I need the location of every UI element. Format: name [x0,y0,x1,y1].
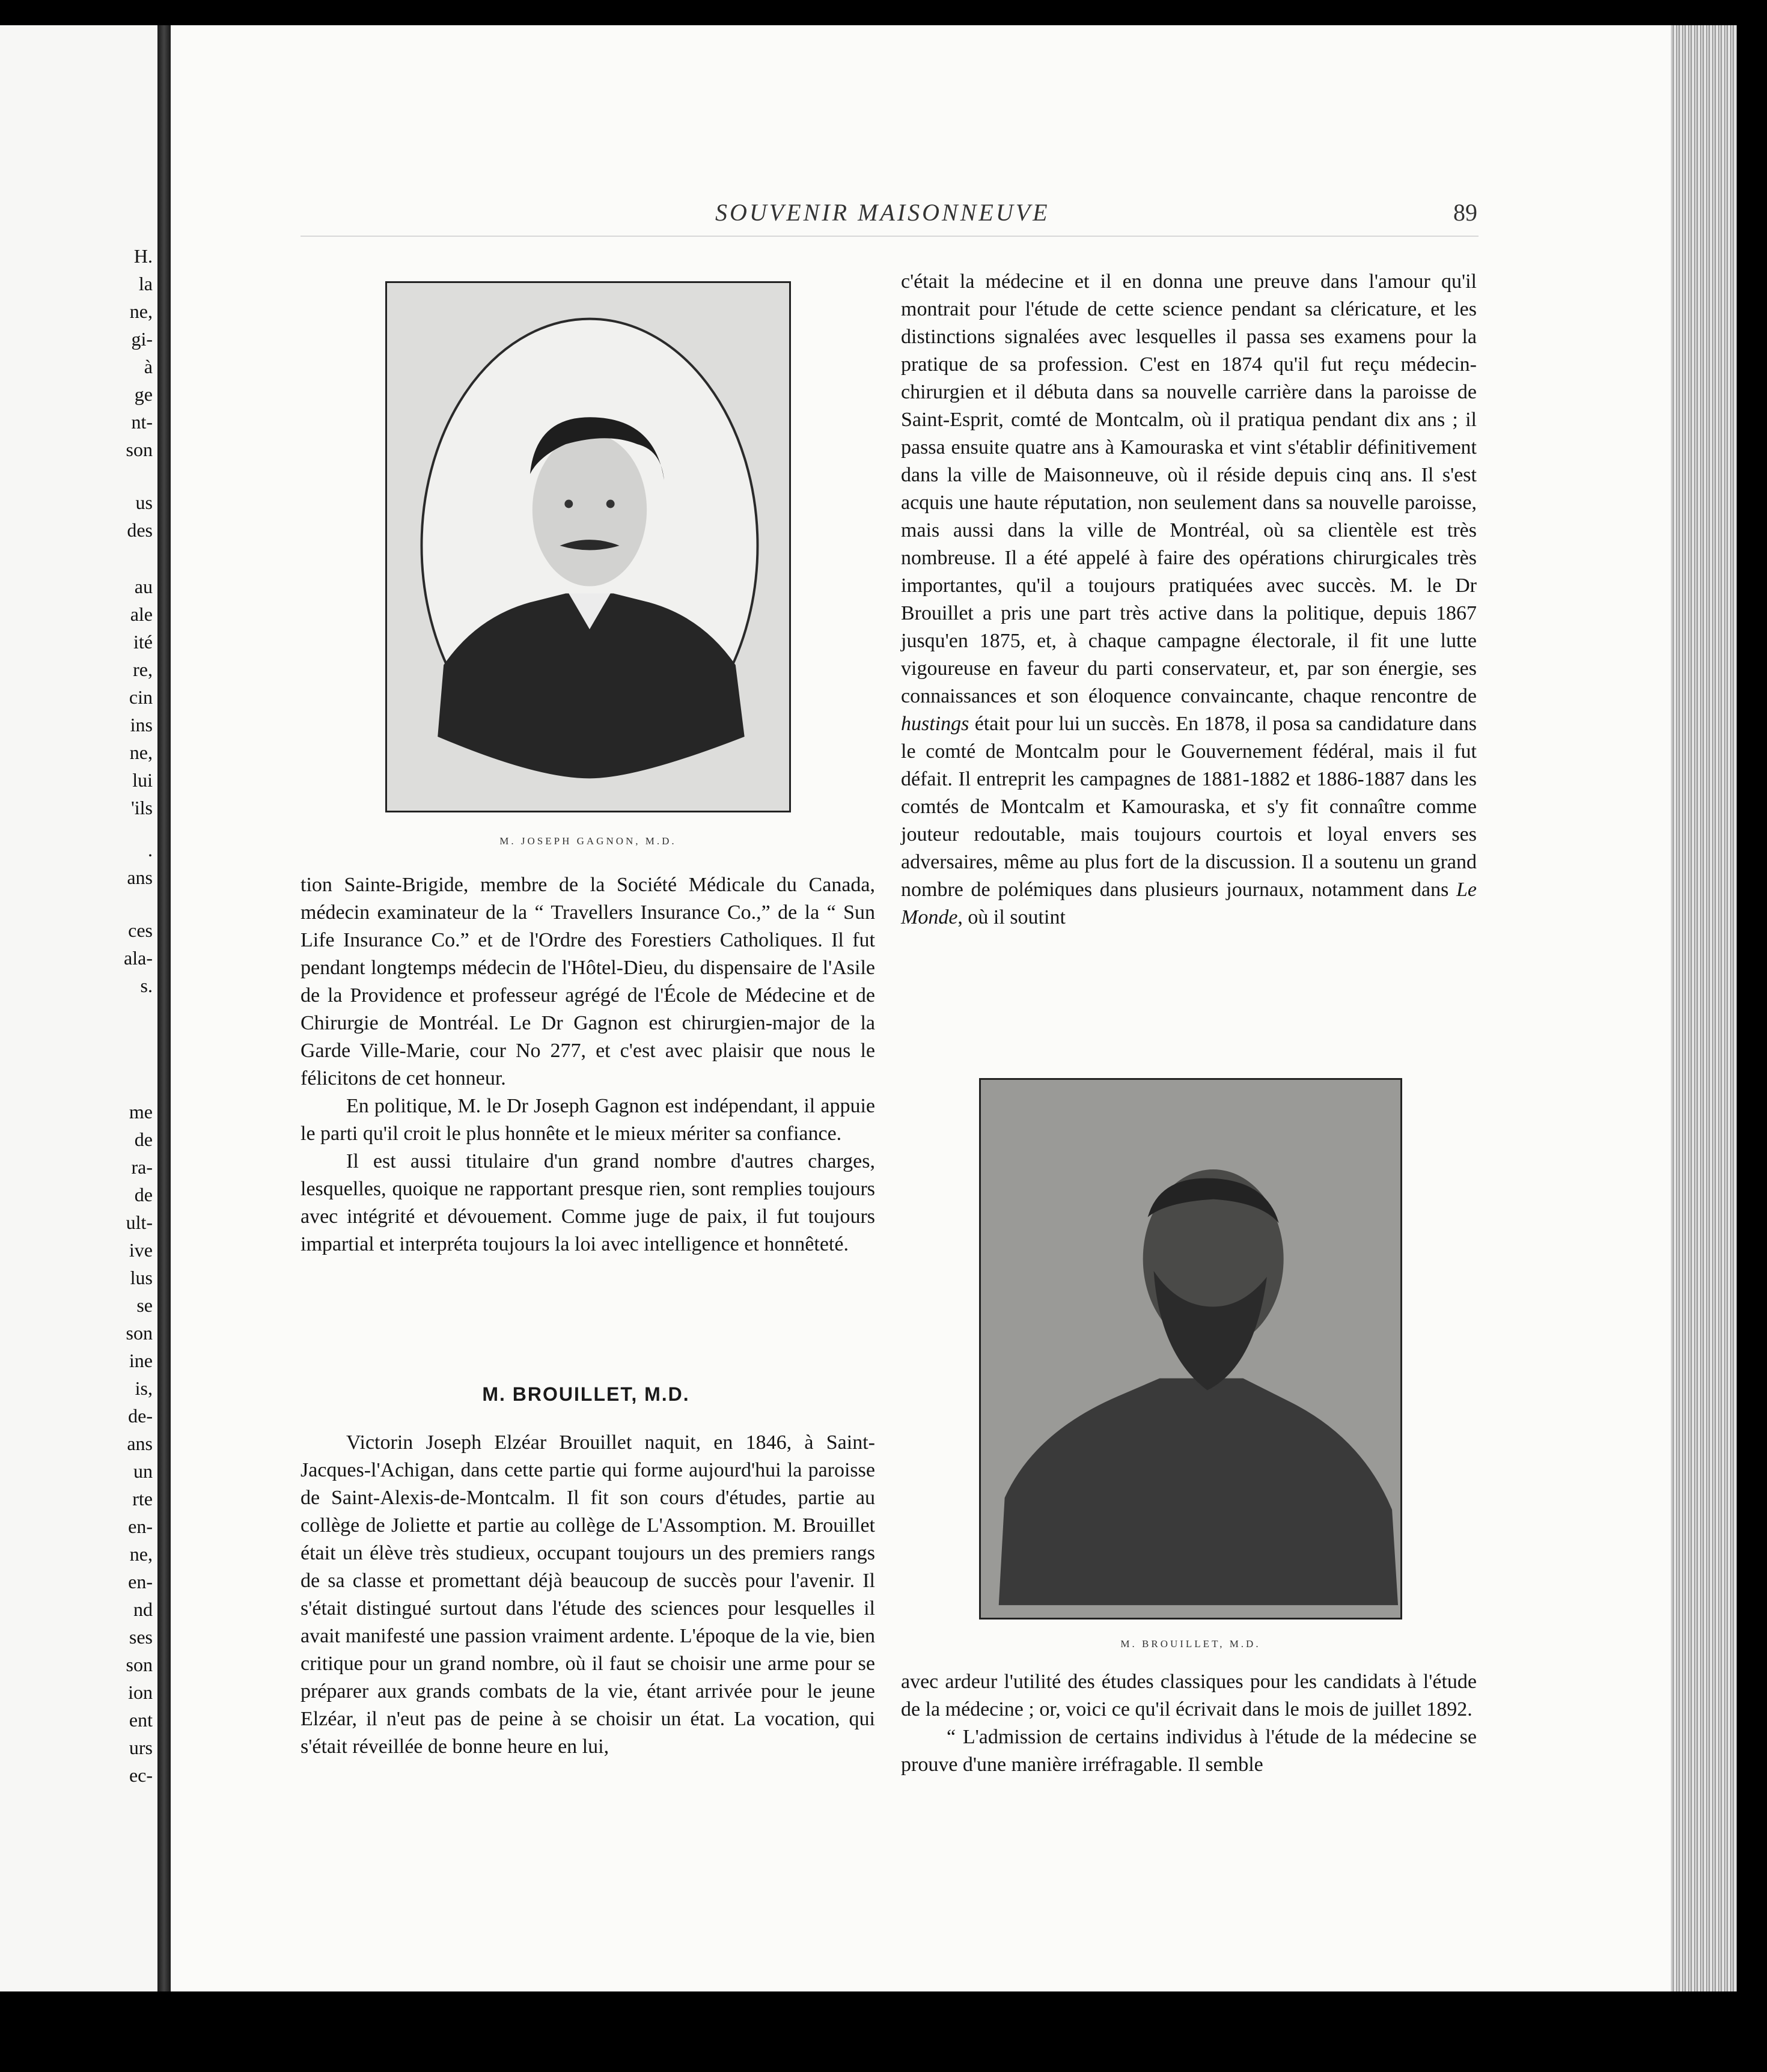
facing-page-fragment: gi- [131,328,153,350]
facing-page-fragment: un [133,1460,153,1482]
facing-page-fragment: cin [129,686,153,708]
facing-page-fragment: H. [133,245,153,267]
running-header: SOUVENIR MAISONNEUVE [715,199,1050,226]
facing-page-fragment: ala- [124,947,153,969]
paragraph: avec ardeur l'utilité des études classiques pour les candidats à l'étude de la médecine ; or, voici ce qu'il écrivait dans le mois de juillet 1892. [901,1671,1477,1720]
facing-page-fragment: s. [140,975,153,996]
facing-page-fragment: . [148,839,153,861]
facing-page-fragment: son [126,439,153,460]
facing-page-fragment: us [135,492,153,513]
facing-page-fragment: 'ils [131,797,153,818]
text-italic: Le Monde [901,879,1477,928]
caption-gagnon: M. JOSEPH GAGNON, M.D. [499,835,677,847]
caption-brouillet: M. BROUILLET, M.D. [1120,1638,1261,1650]
facing-page-fragment: ans [127,867,153,888]
facing-page-fragment: ent [129,1709,153,1731]
header-rule [301,236,1479,237]
facing-page-fragment: de- [128,1405,153,1427]
facing-page-fragment: ses [129,1626,153,1648]
portrait-gagnon [385,281,791,812]
facing-page-fragment: au [134,576,153,597]
facing-page-fragment: en- [128,1516,153,1537]
paragraph: “ L'admission de certains individus à l'étude de la médecine se prouve d'une manière irréfragable. Il semble [901,1726,1477,1776]
facing-page-fragment: en- [128,1571,153,1592]
facing-page-fragment: de [134,1184,153,1205]
facing-page-fragment: nt- [131,411,153,433]
facing-page-fragment: lui [132,769,153,791]
facing-page-fragment: ra- [131,1156,153,1178]
facing-page-fragment: ne, [129,742,153,763]
facing-page-fragment: son [126,1322,153,1344]
portrait-gagnon-image [387,283,789,811]
page-edges [1671,25,1737,1991]
book-gutter [157,25,171,1991]
portrait-brouillet-image [981,1080,1400,1618]
facing-page-fragment: rte [132,1488,153,1510]
facing-page-fragment: ion [128,1681,153,1703]
paragraph: tion Sainte-Brigide, membre de la Société Médicale du Canada, médecin examinateur de la “ Travellers Insurance Co.,” de la “ Sun Life Insurance Co.” et de l'Ordre des Forestiers Catholiques. Il fut pendant longtemps médecin de l'Hôtel-Dieu, du dispensaire de l'Asile de la Providence et professeur agrégé de l'École de Médecine et de Chirurgie de Montréal. Le Dr Gagnon est chirurgien-major de la Garde Ville-Marie, cour No 277, et c'est avec plaisir que nous le félicitons de cet honneur. [301,874,875,1089]
facing-page-fragment: ans [127,1433,153,1454]
facing-page-fragment: urs [129,1737,153,1758]
text-italic: hustings [901,713,969,735]
facing-page-fragment: ec- [129,1764,153,1786]
facing-page-fragment: me [129,1101,153,1123]
facing-page [0,25,161,1991]
facing-page-fragment: son [126,1654,153,1675]
right-column-bottom [901,1668,1477,1779]
facing-page-fragment: ne, [129,1543,153,1565]
facing-page-fragment: nd [133,1598,153,1620]
facing-page-fragment: ult- [126,1211,153,1233]
page-number: 89 [1453,199,1477,226]
facing-page-fragment: des [127,519,153,541]
facing-page-fragment: ins [130,714,153,736]
facing-page-fragment: ine [129,1350,153,1371]
portrait-brouillet [979,1078,1402,1620]
right-column-top [901,268,1477,931]
left-column-bottom [301,1429,875,1761]
paragraph [901,268,1477,931]
facing-page-fragment: ité [133,631,153,653]
facing-page-fragment: ces [128,919,153,941]
text-run: c'était la médecine et il en donna une preuve dans l'amour qu'il montrait pour l'étude de cette science pendant sa cléricature, et les distinctions signalées avec lesquelles il passa ses examens pour la pratique de sa profession. C'est en 1874 qu'il fut reçu médecin-chirurgien et il débuta dans sa nouvelle carrière dans la paroisse de Saint-Esprit, comté de Montcalm, où il pratiqua pendant dix ans ; il passa ensuite quatre ans à Kamouraska et vint s'établir définitivement dans la ville de Maisonneuve, où il réside depuis cinq ans. Il s'est acquis une haute réputation, non seulement dans sa nouvelle paroisse, mais aussi dans la ville de Montréal, où sa clientèle est très nombreuse. Il a été appelé à faire des opérations chirurgicales très importantes, qu'il a toujours pratiquées avec succès. M. le Dr Brouillet a pris une part très active dans la politique, depuis 1867 jusqu'en 1875, et, à chaque campagne électorale, il fit une lutte vigoureuse en faveur du parti conservateur, et, par son énergie, ses connaissances et son éloquence convaincante, chaque rencontre de [901,270,1477,707]
facing-page-fragment: à [144,356,153,377]
facing-page-fragment: ale [130,603,153,625]
facing-page-fragment: lus [130,1267,153,1288]
facing-page-fragment: ive [129,1239,153,1261]
paragraph: Il est aussi titulaire d'un grand nombre d'autres charges, lesquelles, quoique ne rapportant presque rien, sont remplies toujours avec intégrité et dévouement. Comme juge de paix, il fut toujours impartial et interpréta toujours la loi avec intelligence et honnêteté. [301,1150,875,1255]
section-heading: M. BROUILLET, M.D. [482,1383,690,1405]
facing-page-fragment: re, [133,659,153,680]
text-run: était pour lui un succès. En 1878, il posa sa candidature dans le comté de Montcalm pour le Gouvernement fédéral, mais il fut défait. Il entreprit les campagnes de 1881-1882 et 1886-1887 dans les comtés de Montcalm et Kamouraska, et s'y fit connaître comme jouteur redoutable, mais toujours courtois et loyal envers ses adversaires, même au plus fort de la discussion. Il a soutenu un grand nombre de polémiques dans plusieurs journaux, notamment dans [901,713,1477,901]
text-run: , où il soutint [957,906,1066,928]
facing-page-fragment: is, [135,1377,153,1399]
left-column-top [301,871,875,1258]
paragraph: Victorin Joseph Elzéar Brouillet naquit, en 1846, à Saint-Jacques-l'Achigan, dans cette partie qui forme aujourd'hui la paroisse de Saint-Alexis-de-Montcalm. Il fit son cours d'études, partie au collège de Joliette et partie au collège de L'Assomption. M. Brouillet était un élève très studieux, occupant toujours un des premiers rangs de sa classe et promettant déjà beaucoup de succès pour l'avenir. Il s'était distingué surtout dans l'étude des sciences pour lesquelles il avait manifesté une passion vraiment ardente. L'époque de la vie, bien critique pour un grand nombre, où il faut se choisir une arme pour se préparer aux grands combats de la vie, étant arrivée pour le jeune Elzéar, il n'eut pas de peine à se choisir un état. La vocation, qui s'était réveillée de bonne heure en lui, [301,1431,875,1758]
facing-page-fragment: ge [134,383,153,405]
facing-page-fragment: la [138,273,153,294]
facing-page-fragment: se [136,1294,153,1316]
facing-page-fragment: de [134,1129,153,1150]
facing-page-fragment: ne, [129,300,153,322]
paragraph: En politique, M. le Dr Joseph Gagnon est indépendant, il appuie le parti qu'il croit le plus honnête et le mieux mériter sa confiance. [301,1095,875,1145]
